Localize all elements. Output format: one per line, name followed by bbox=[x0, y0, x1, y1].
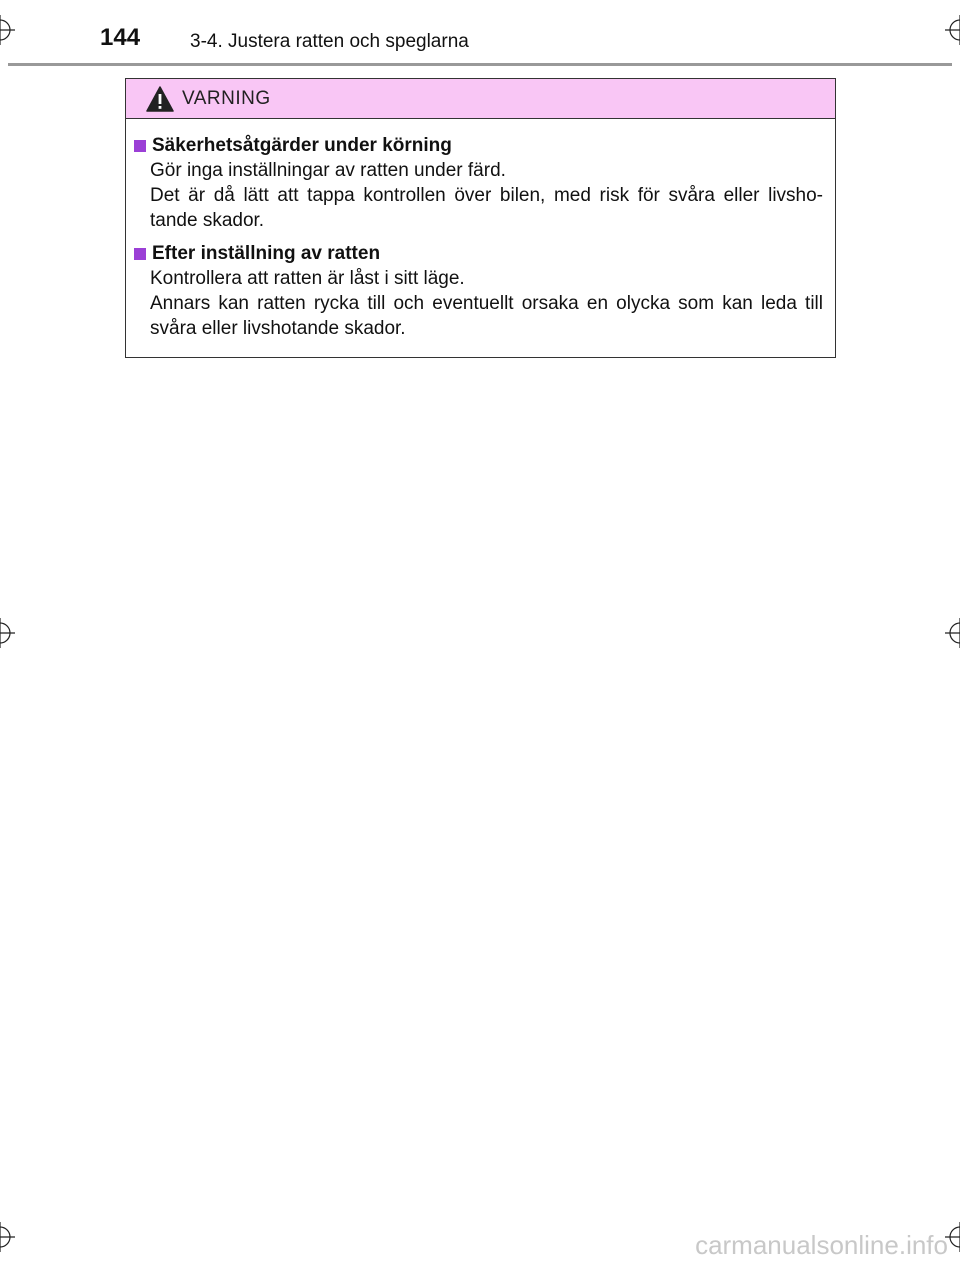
crop-mark-bottom-left bbox=[0, 1222, 15, 1252]
watermark: carmanualsonline.info bbox=[695, 1230, 948, 1260]
square-bullet-icon bbox=[134, 140, 146, 152]
warning-header bbox=[126, 79, 835, 119]
warning-section bbox=[134, 241, 823, 341]
section-paragraph: Gör inga inställningar av ratten under färd. bbox=[150, 160, 506, 181]
header-divider bbox=[8, 63, 952, 66]
crop-mark-middle-right bbox=[945, 618, 960, 648]
warning-box bbox=[125, 78, 836, 358]
section-paragraph: Annars kan ratten rycka till och eventuellt orsaka en olycka som kan leda till svåra eller livshotande skador. bbox=[150, 293, 823, 339]
chapter-title: 3-4. Justera ratten och speglarna bbox=[190, 31, 469, 52]
section-heading-text: Säkerhetsåtgärder under körning bbox=[152, 135, 452, 156]
crop-mark-middle-left bbox=[0, 618, 15, 648]
warning-body bbox=[126, 119, 835, 341]
page-number: 144 bbox=[100, 24, 141, 51]
warning-triangle-icon bbox=[146, 86, 174, 112]
section-paragraph: Kontrollera att ratten är låst i sitt läge. bbox=[150, 268, 465, 289]
crop-mark-top-left bbox=[0, 15, 15, 45]
warning-section bbox=[134, 133, 823, 233]
section-heading bbox=[134, 241, 823, 266]
square-bullet-icon bbox=[134, 248, 146, 260]
warning-title: VARNING bbox=[182, 87, 271, 109]
crop-mark-top-right bbox=[945, 15, 960, 45]
section-heading bbox=[134, 133, 823, 158]
section-heading-text: Efter inställning av ratten bbox=[152, 243, 381, 264]
section-paragraph: Det är då lätt att tappa kontrollen över bilen, med risk för svåra eller livsho-tande skador. bbox=[150, 185, 823, 231]
